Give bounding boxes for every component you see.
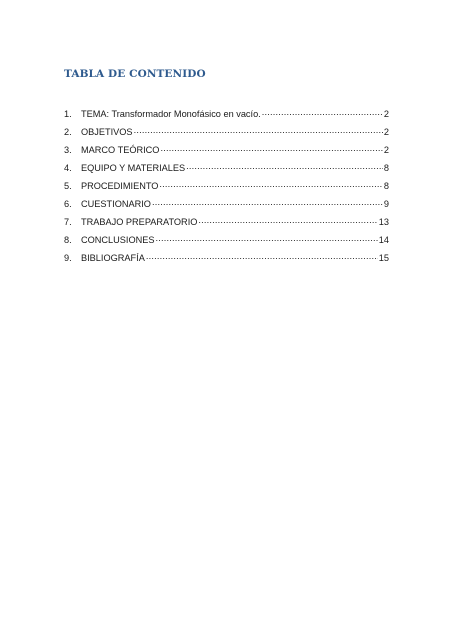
toc-entry-page: 8 bbox=[383, 181, 389, 191]
toc-entry-title: MARCO TEÓRICO bbox=[81, 145, 160, 155]
toc-entry[interactable] bbox=[64, 161, 389, 179]
toc-entry-number: 8. bbox=[64, 235, 72, 245]
toc-entry-title: EQUIPO Y MATERIALES bbox=[81, 163, 186, 173]
toc-dot-leader bbox=[146, 251, 378, 261]
toc-entry-page: 2 bbox=[383, 127, 389, 137]
toc-entry-title: BIBLIOGRAFÍA bbox=[81, 253, 145, 263]
toc-dot-leader bbox=[152, 197, 383, 207]
toc-entry-number: 1. bbox=[64, 109, 72, 119]
toc-dot-leader bbox=[156, 233, 378, 243]
toc-dot-leader bbox=[186, 161, 383, 171]
toc-entry-page: 2 bbox=[383, 145, 389, 155]
toc-entry-number: 2. bbox=[64, 127, 72, 137]
toc-heading: TABLA DE CONTENIDO bbox=[64, 68, 206, 80]
toc-entry-page: 2 bbox=[383, 109, 389, 119]
toc-entry-page: 15 bbox=[378, 253, 389, 263]
toc-list bbox=[64, 107, 389, 269]
toc-entry[interactable] bbox=[64, 107, 389, 125]
toc-entry-title: CONCLUSIONES bbox=[81, 235, 155, 245]
toc-entry-number: 7. bbox=[64, 217, 72, 227]
toc-dot-leader bbox=[160, 143, 382, 153]
toc-entry[interactable] bbox=[64, 197, 389, 215]
toc-entry-title: OBJETIVOS bbox=[81, 127, 133, 137]
toc-dot-leader bbox=[159, 179, 382, 189]
toc-entry-title: TRABAJO PREPARATORIO bbox=[81, 217, 198, 227]
toc-entry-page: 13 bbox=[378, 217, 389, 227]
toc-entry[interactable] bbox=[64, 125, 389, 143]
toc-entry[interactable] bbox=[64, 215, 389, 233]
toc-entry[interactable] bbox=[64, 179, 389, 197]
toc-entry-number: 4. bbox=[64, 163, 72, 173]
toc-entry-number: 3. bbox=[64, 145, 72, 155]
toc-dot-leader bbox=[198, 215, 377, 225]
toc-entry-page: 14 bbox=[378, 235, 389, 245]
toc-entry-number: 6. bbox=[64, 199, 72, 209]
toc-entry-number: 9. bbox=[64, 253, 72, 263]
toc-entry-title: TEMA: Transformador Monofásico en vacío. bbox=[81, 109, 261, 119]
toc-entry[interactable] bbox=[64, 233, 389, 251]
toc-entry-page: 8 bbox=[383, 163, 389, 173]
toc-entry-number: 5. bbox=[64, 181, 72, 191]
toc-entry-title: CUESTIONARIO bbox=[81, 199, 151, 209]
toc-entry[interactable] bbox=[64, 251, 389, 269]
toc-dot-leader bbox=[134, 125, 383, 135]
toc-entry-title: PROCEDIMIENTO bbox=[81, 181, 159, 191]
toc-entry-page: 9 bbox=[383, 199, 389, 209]
toc-dot-leader bbox=[262, 107, 383, 117]
toc-entry[interactable] bbox=[64, 143, 389, 161]
